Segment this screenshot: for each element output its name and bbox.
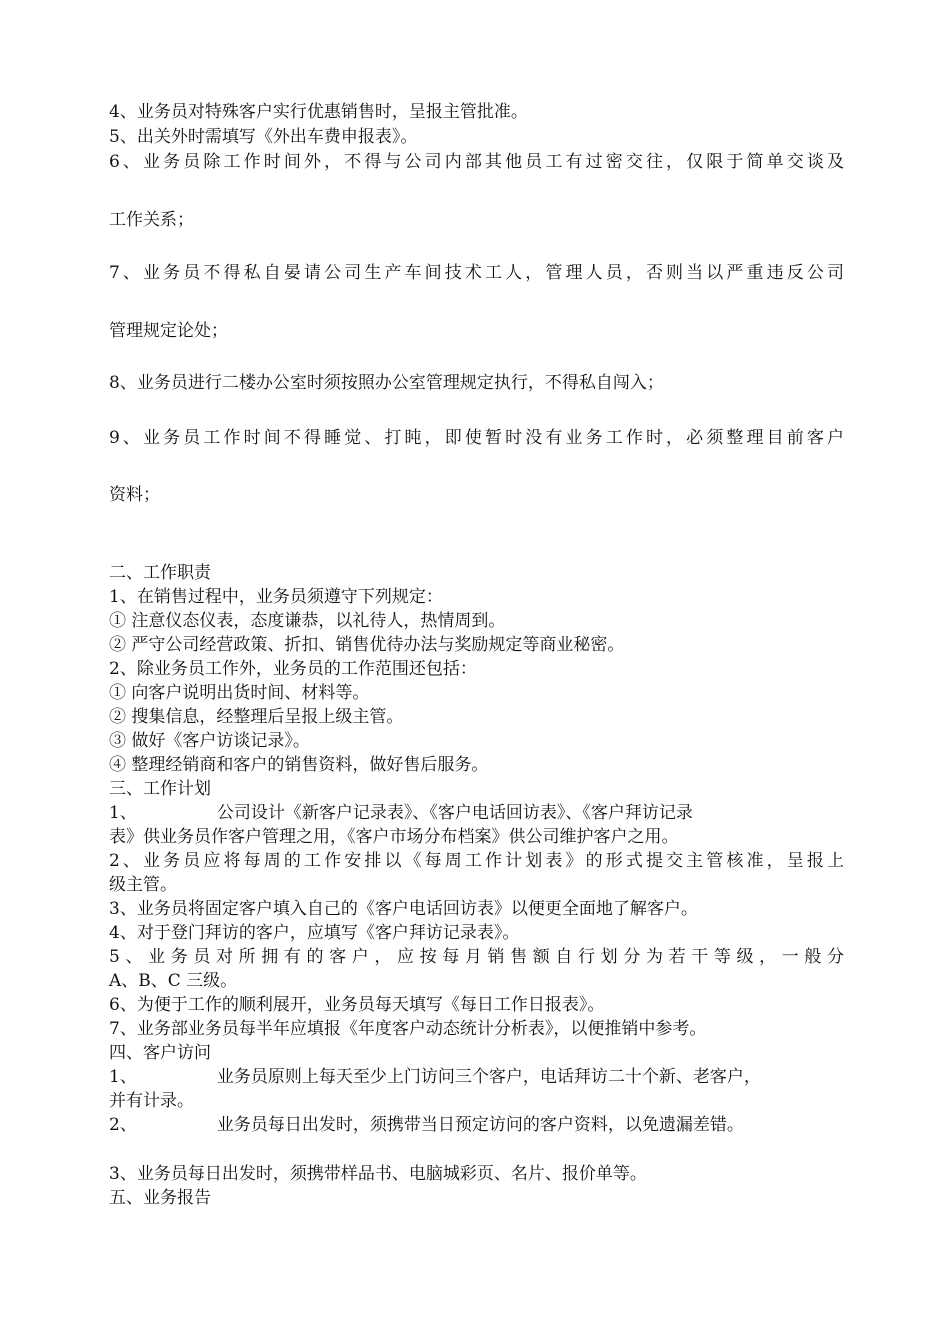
visit-3: 3、业务员每日出发时，须携带样品书、电脑城彩页、名片、报价单等。 — [109, 1164, 647, 1184]
duty-1-a: ① 注意仪态仪表，态度谦恭，以礼待人，热情周到。 — [109, 611, 506, 631]
visit-2-text: 业务员每日出发时，须携带当日预定访问的客户资料，以免遗漏差错。 — [216, 1115, 744, 1135]
visit-2 — [109, 1113, 744, 1137]
plan-6: 6、为便于工作的顺利展开，业务员每天填写《每日工作日报表》。 — [109, 995, 605, 1015]
plan-1-text: 公司设计《新客户记录表》、《客户电话回访表》、《客户拜访记录 — [216, 803, 693, 823]
duty-2-a: ① 向客户说明出货时间、材料等。 — [109, 683, 370, 703]
plan-3: 3、业务员将固定客户填入自己的《客户电话回访表》以便更全面地了解客户。 — [109, 899, 698, 919]
plan-2-cont: 级主管。 — [109, 875, 177, 895]
duty-2-d: ④ 整理经销商和客户的销售资料，做好售后服务。 — [109, 755, 489, 775]
visit-1 — [109, 1065, 761, 1089]
plan-1 — [109, 801, 693, 825]
section-4-title: 四、客户访问 — [109, 1043, 211, 1063]
visit-1-cont: 并有计录。 — [109, 1091, 194, 1111]
duty-2-b: ② 搜集信息，经整理后呈报上级主管。 — [109, 707, 404, 727]
duty-1-b: ② 严守公司经营政策、折扣、销售优待办法与奖励规定等商业秘密。 — [109, 635, 625, 655]
plan-4: 4、对于登门拜访的客户，应填写《客户拜访记录表》。 — [109, 923, 520, 943]
rule-5: 5、出关外时需填写《外出车费申报表》。 — [109, 127, 418, 147]
plan-1-number: 1、 — [109, 803, 137, 823]
plan-5-cont: A、B、C 三级。 — [109, 971, 238, 991]
plan-5: 5、业务员对所拥有的客户，应按每月销售额自行划分为若干等级，一般分 — [109, 947, 844, 967]
rule-7-cont: 管理规定论处； — [109, 321, 228, 341]
rule-7: 7、业务员不得私自晏请公司生产车间技术工人，管理人员，否则当以严重违反公司 — [109, 263, 844, 283]
visit-1-number: 1、 — [109, 1067, 137, 1087]
rule-8: 8、业务员进行二楼办公室时须按照办公室管理规定执行，不得私自闯入； — [109, 373, 664, 393]
section-3-title: 三、工作计划 — [109, 779, 211, 799]
rule-6: 6、业务员除工作时间外，不得与公司内部其他员工有过密交往，仅限于简单交谈及 — [109, 152, 844, 172]
section-5-title: 五、业务报告 — [109, 1188, 211, 1208]
visit-1-text: 业务员原则上每天至少上门访问三个客户，电话拜访二十个新、老客户， — [216, 1067, 761, 1087]
plan-7: 7、业务部业务员每半年应填报《年度客户动态统计分析表》，以便推销中参考。 — [109, 1019, 707, 1039]
visit-2-number: 2、 — [109, 1115, 137, 1135]
duty-2: 2、除业务员工作外，业务员的工作范围还包括： — [109, 659, 477, 679]
rule-9: 9、业务员工作时间不得睡觉、打盹，即使暂时没有业务工作时，必须整理目前客户 — [109, 428, 844, 448]
rule-6-cont: 工作关系； — [109, 210, 194, 230]
duty-2-c: ③ 做好《客户访谈记录》。 — [109, 731, 310, 751]
duty-1: 1、在销售过程中，业务员须遵守下列规定： — [109, 587, 443, 607]
rule-9-cont: 资料； — [109, 485, 160, 505]
plan-1-cont: 表》供业务员作客户管理之用，《客户市场分布档案》供公司维护客户之用。 — [109, 827, 679, 847]
plan-2: 2、业务员应将每周的工作安排以《每周工作计划表》的形式提交主管核准，呈报上 — [109, 851, 844, 871]
rule-4: 4、业务员对特殊客户实行优惠销售时，呈报主管批准。 — [109, 102, 528, 122]
section-2-title: 二、工作职责 — [109, 563, 211, 583]
